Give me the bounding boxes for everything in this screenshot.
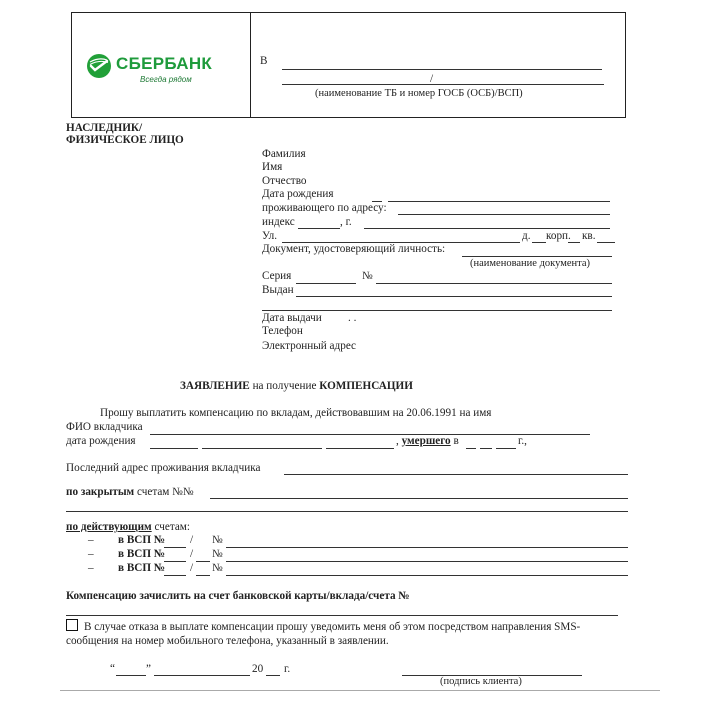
series-label: Серия bbox=[262, 270, 292, 282]
issue-date-label: Дата выдачи bbox=[262, 312, 322, 324]
issued-by-line-1[interactable] bbox=[296, 296, 612, 297]
index-line[interactable] bbox=[298, 228, 340, 229]
active-rest: счетам: bbox=[154, 521, 190, 533]
header-divider bbox=[250, 13, 251, 117]
depositor-birth-line-3[interactable] bbox=[326, 448, 394, 449]
number-line[interactable] bbox=[376, 283, 612, 284]
death-year-line[interactable] bbox=[496, 448, 516, 449]
died-in: в bbox=[453, 435, 459, 447]
active-bold: по действующим bbox=[66, 521, 152, 533]
closed-rest: счетам №№ bbox=[136, 486, 194, 498]
date-year-line[interactable] bbox=[266, 675, 280, 676]
vsp-bullet-1: – bbox=[88, 534, 94, 546]
vsp-1-account-line[interactable] bbox=[226, 547, 628, 548]
bank-name: СБЕРБАНК bbox=[116, 54, 213, 73]
sberbank-logo-icon bbox=[86, 53, 112, 79]
apartment-line[interactable] bbox=[597, 242, 615, 243]
address-label: проживающего по адресу: bbox=[262, 202, 387, 214]
signature-hint: (подпись клиента) bbox=[440, 676, 522, 687]
building-line[interactable] bbox=[568, 242, 580, 243]
title-word-1: ЗАЯВЛЕНИЕ bbox=[180, 380, 250, 392]
phone-label: Телефон bbox=[262, 325, 303, 337]
date-day-line[interactable] bbox=[116, 675, 146, 676]
doc-hint: (наименование документа) bbox=[470, 258, 591, 269]
date-close-quote: ” bbox=[146, 663, 151, 675]
vsp-num-2: № bbox=[212, 548, 223, 560]
vsp-label-2: в ВСП № bbox=[118, 548, 166, 560]
birth-date-label: Дата рождения bbox=[262, 188, 334, 200]
recipient-prefix: В bbox=[260, 55, 268, 67]
vsp-bullet-3: – bbox=[88, 562, 94, 574]
address-line[interactable] bbox=[398, 214, 610, 215]
name-label: Имя bbox=[262, 161, 283, 173]
bank-slogan: Всегда рядом bbox=[140, 75, 192, 84]
building-label: корп. bbox=[546, 230, 571, 242]
date-open-quote: “ bbox=[110, 663, 115, 675]
vsp-num-1: № bbox=[212, 534, 223, 546]
death-year-mark: г., bbox=[518, 435, 527, 447]
closed-accounts-label bbox=[66, 487, 194, 498]
sms-text-1: В случае отказа в выплате компенсации прошу уведомить меня об этом посредством направления SMS- bbox=[84, 621, 581, 633]
active-accounts-label bbox=[66, 522, 190, 533]
last-address-label: Последний адрес проживания вкладчика bbox=[66, 462, 261, 474]
transfer-label: Компенсацию зачислить на счет банковской карты/вклада/счета № bbox=[66, 590, 410, 602]
depositor-birth-label: дата рождения bbox=[66, 435, 136, 447]
vsp-3-account-line[interactable] bbox=[226, 575, 628, 576]
vsp-label-1: в ВСП № bbox=[118, 534, 166, 546]
date-year-suffix: г. bbox=[284, 663, 291, 675]
statement-title bbox=[180, 381, 413, 392]
depositor-birth-line-2[interactable] bbox=[202, 448, 322, 449]
recipient-line-2[interactable] bbox=[282, 84, 604, 85]
date-year-prefix: 20 bbox=[252, 663, 264, 675]
death-day-line[interactable] bbox=[466, 448, 476, 449]
recipient-hint: (наименование ТБ и номер ГОСБ (ОСБ)/ВСП) bbox=[315, 88, 523, 99]
closed-accounts-line-2[interactable] bbox=[66, 511, 628, 512]
house-label: д. bbox=[522, 230, 531, 242]
number-sign: № bbox=[362, 270, 373, 282]
vsp-2-account-line[interactable] bbox=[226, 561, 628, 562]
house-line[interactable] bbox=[532, 242, 546, 243]
vsp-label-3: в ВСП № bbox=[118, 562, 166, 574]
died-word: умершего bbox=[401, 435, 451, 447]
vsp-num-3: № bbox=[212, 562, 223, 574]
vsp-slash-1: / bbox=[190, 534, 194, 546]
vsp-slash-3: / bbox=[190, 562, 194, 574]
title-mid: на получение bbox=[252, 380, 317, 392]
issued-by-line-2[interactable] bbox=[262, 310, 612, 311]
sms-checkbox[interactable] bbox=[66, 619, 78, 631]
bottom-rule bbox=[60, 690, 660, 691]
transfer-account-line[interactable] bbox=[66, 615, 618, 616]
applicant-heading-1: НАСЛЕДНИК/ bbox=[66, 122, 143, 134]
issued-by-label: Выдан bbox=[262, 284, 294, 296]
recipient-line-1[interactable] bbox=[282, 69, 602, 70]
vsp-2-osb-line[interactable] bbox=[196, 561, 210, 562]
recipient-slash: / bbox=[430, 73, 434, 85]
vsp-3-osb-line[interactable] bbox=[196, 575, 210, 576]
patronymic-label: Отчество bbox=[262, 175, 307, 187]
depositor-fio-label: ФИО вкладчика bbox=[66, 421, 143, 433]
request-text: Прошу выплатить компенсацию по вкладам, действовавшим на 20.06.1991 на имя bbox=[100, 407, 492, 419]
applicant-heading-2: ФИЗИЧЕСКОЕ ЛИЦО bbox=[66, 134, 184, 146]
id-doc-line[interactable] bbox=[462, 256, 612, 257]
title-word-2: КОМПЕНСАЦИИ bbox=[319, 380, 413, 392]
sms-text-2: сообщения на номер мобильного телефона, указанный в заявлении. bbox=[66, 635, 389, 647]
depositor-birth-line-1[interactable] bbox=[150, 448, 198, 449]
vsp-2-tb-line[interactable] bbox=[164, 561, 186, 562]
city-sep: , г. bbox=[340, 216, 352, 228]
surname-label: Фамилия bbox=[262, 148, 306, 160]
header-box bbox=[71, 12, 626, 118]
died-phrase: , умершего в bbox=[396, 435, 459, 447]
last-address-line[interactable] bbox=[284, 474, 628, 475]
city-line[interactable] bbox=[364, 228, 610, 229]
street-label: Ул. bbox=[262, 230, 278, 242]
vsp-slash-2: / bbox=[190, 548, 194, 560]
vsp-bullet-2: – bbox=[88, 548, 94, 560]
date-month-line[interactable] bbox=[154, 675, 250, 676]
vsp-3-tb-line[interactable] bbox=[164, 575, 186, 576]
vsp-1-tb-line[interactable] bbox=[164, 547, 186, 548]
apartment-label: кв. bbox=[582, 230, 596, 242]
id-doc-label: Документ, удостоверяющий личность: bbox=[262, 243, 446, 255]
closed-bold: по закрытым bbox=[66, 486, 135, 498]
index-label: индекс bbox=[262, 216, 295, 228]
issue-date-dots: . . bbox=[348, 312, 357, 324]
death-month-line[interactable] bbox=[480, 448, 492, 449]
closed-accounts-line-1[interactable] bbox=[210, 498, 628, 499]
birth-date-line[interactable] bbox=[388, 201, 610, 202]
email-label: Электронный адрес bbox=[262, 340, 357, 352]
series-line[interactable] bbox=[296, 283, 356, 284]
